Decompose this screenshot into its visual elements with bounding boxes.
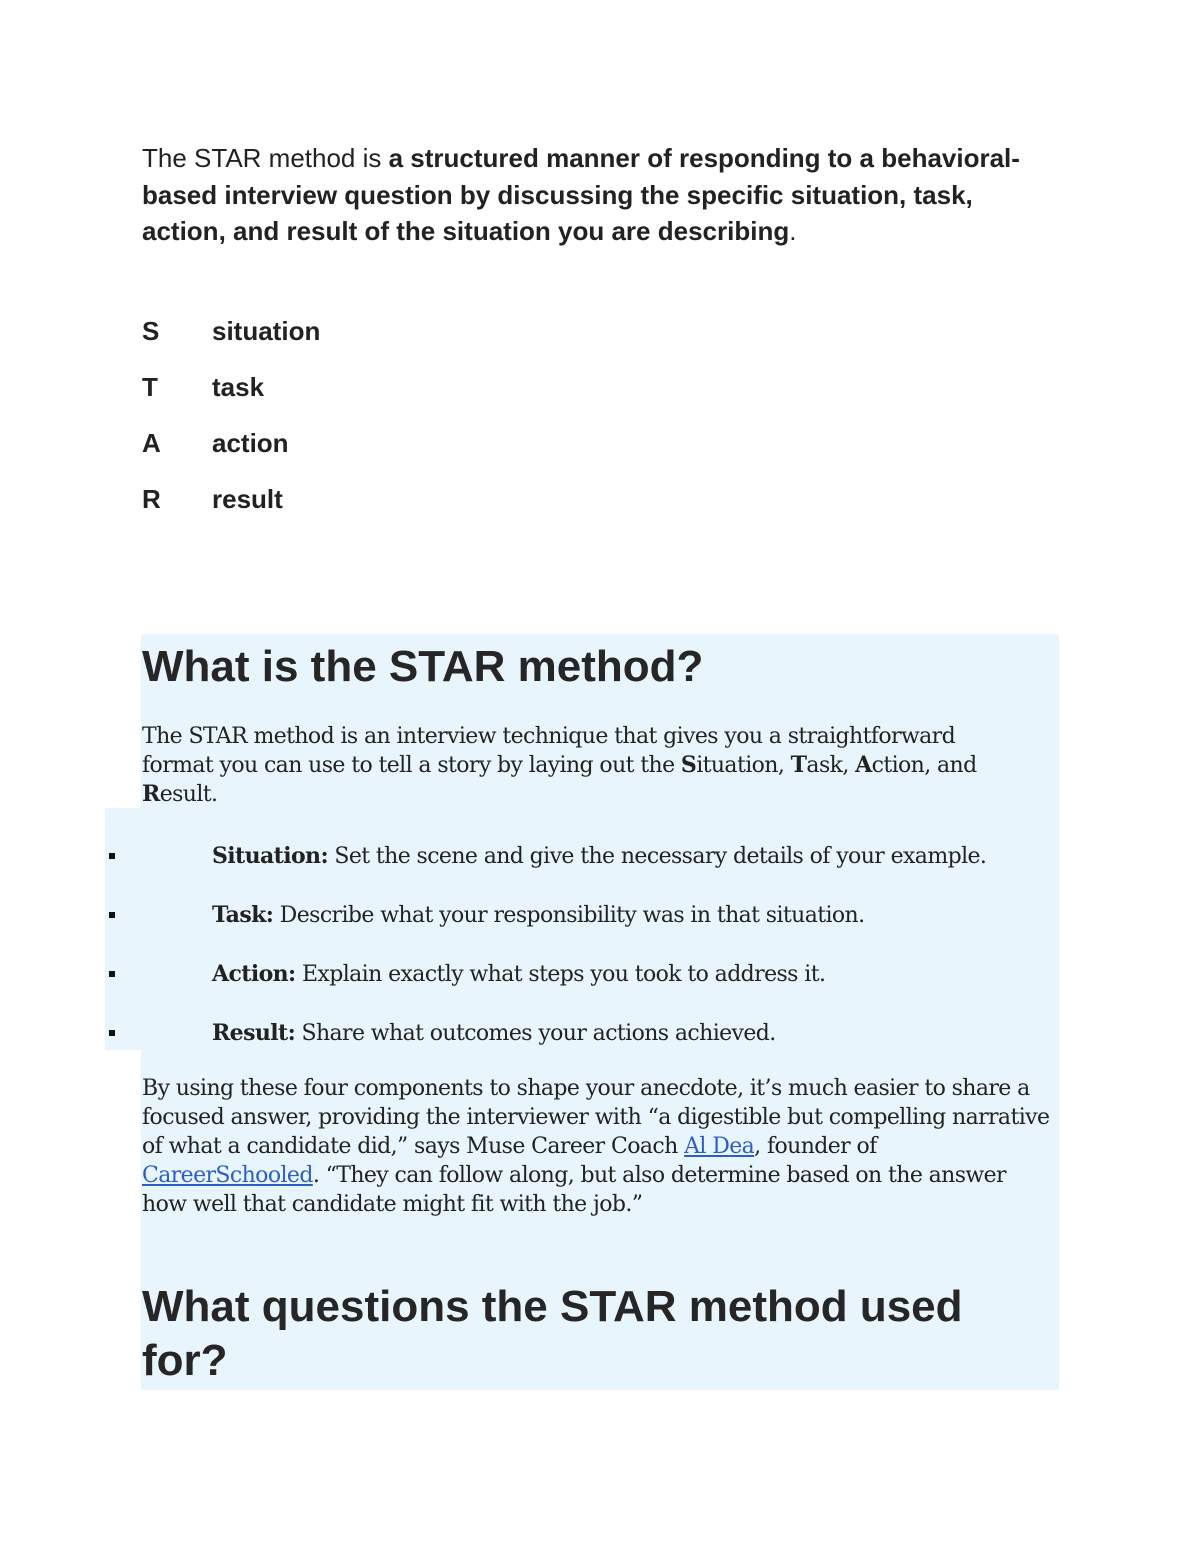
bullet-term: Action: [212,961,296,987]
star-word: result [212,484,283,514]
al-dea-link[interactable]: Al Dea [684,1134,755,1159]
closing-text: By using these four components to shape your anecdote, it’s much easier to share a focused answer, providing the interviewer with “a digestible but compelling narrative of what a candidate did,” says Muse Career Coach [142,1076,1050,1159]
star-letter: A [142,428,161,458]
bullet-text [212,960,825,989]
list-item [0,897,1100,956]
careerschooled-link[interactable]: CareerSchooled [142,1163,313,1188]
star-word: situation [212,316,321,346]
bullet-desc: Share what outcomes your actions achieved. [295,1021,776,1046]
intro-paragraph [142,140,1042,250]
square-bullet-icon [109,912,115,918]
bullet-term: Result: [212,1020,296,1046]
section-heading-questions: What questions the STAR method used for? [142,1282,963,1385]
section1-text: ask, [806,753,856,778]
letter-t: T [790,752,807,778]
bullet-term: Task: [212,902,274,928]
intro-bold: a structured manner of responding to a behavioral-based interview question by discussing the specific situation, task, action, and result of the situation you are describing [142,143,1020,246]
square-bullet-icon [109,1030,115,1036]
square-bullet-icon [109,853,115,859]
intro-lead: The STAR method is [142,143,389,173]
section1-text: ction, and [871,753,977,778]
star-letter: R [142,484,161,514]
section-heading-what-is: What is the STAR method? [142,642,704,691]
bullet-desc: Describe what your responsibility was in that situation. [273,903,865,928]
star-word: task [212,372,265,402]
star-bullet-list [0,838,1100,1074]
star-letter: S [142,316,160,346]
letter-r: R [142,781,160,807]
star-letter: T [142,372,158,402]
letter-a: A [855,752,872,778]
list-item [0,838,1100,897]
section1-text: The STAR method is an interview technique that gives you a straightforward format you can use to tell a story by laying out the [142,724,956,778]
closing-text: , founder of [754,1134,877,1159]
closing-text: . “They can follow along, but also determine based on the answer how well that candidate might fit with the job.” [142,1163,1006,1217]
bullet-desc: Set the scene and give the necessary details of your example. [327,844,987,869]
bullet-text [212,1019,776,1048]
bullet-text [212,901,865,930]
bullet-desc: Explain exactly what steps you took to address it. [295,962,826,987]
bullet-text [212,842,986,871]
letter-s: S [680,752,697,778]
section1-paragraph [142,722,1022,809]
intro-end: . [789,216,797,246]
closing-paragraph [142,1074,1054,1219]
star-word: action [212,428,289,458]
section1-text: ituation, [696,753,791,778]
square-bullet-icon [109,971,115,977]
section1-text: esult. [159,782,218,807]
list-item [0,1015,1100,1074]
list-item [0,956,1100,1015]
bullet-term: Situation: [212,843,328,869]
